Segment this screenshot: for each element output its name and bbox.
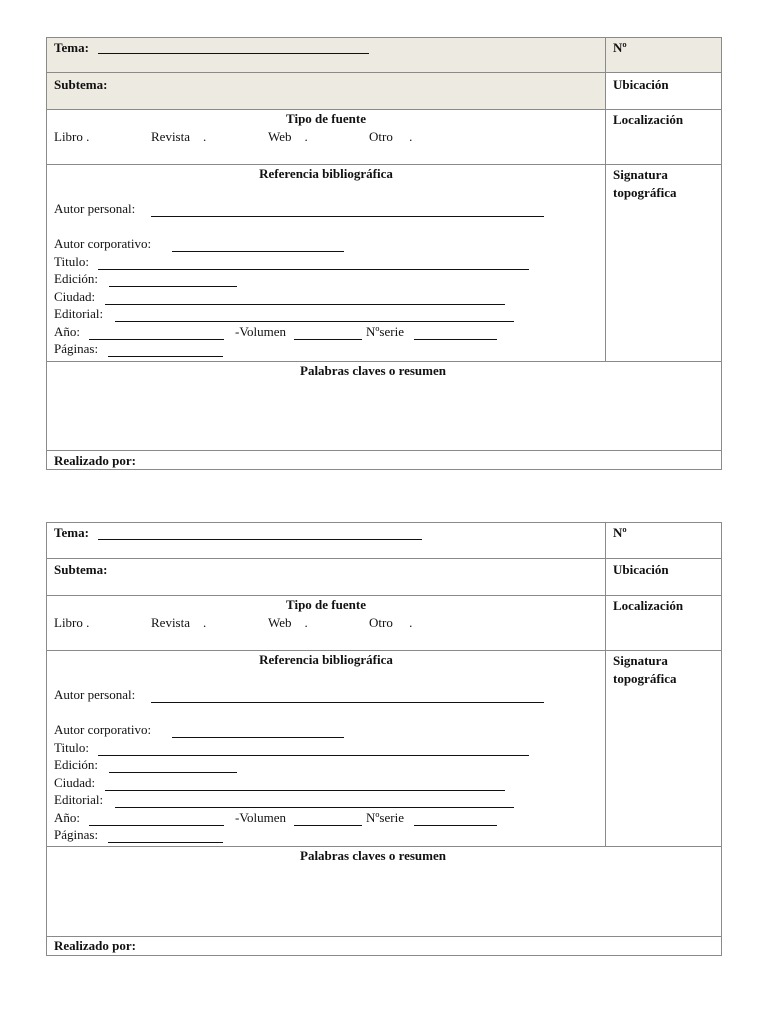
referencia-row	[47, 651, 721, 847]
edicion-line[interactable]	[109, 772, 237, 773]
edicion-line[interactable]	[109, 286, 237, 287]
source-type-libro[interactable]: Libro .	[54, 129, 90, 144]
palabras-title: Palabras claves o resumen	[300, 848, 446, 863]
palabras-row	[47, 847, 721, 937]
volumen-line[interactable]	[294, 825, 362, 826]
tipo-fuente-row	[47, 110, 721, 165]
tema-input-line[interactable]	[98, 539, 422, 540]
referencia-title: Referencia bibliográfica	[259, 166, 393, 181]
edicion-label: Edición:	[54, 271, 99, 286]
tema-label: Tema:	[54, 525, 89, 540]
paginas-label: Páginas:	[54, 341, 99, 356]
palabras-textarea[interactable]	[51, 382, 717, 446]
tipo-fuente-title: Tipo de fuente	[286, 111, 366, 126]
paginas-line[interactable]	[108, 842, 223, 843]
source-type-web[interactable]: Web .	[268, 129, 308, 144]
ubicacion-label: Ubicación	[613, 77, 669, 92]
subtema-label: Subtema:	[54, 562, 108, 577]
source-type-revista[interactable]: Revista .	[151, 129, 207, 144]
tipo-fuente-title: Tipo de fuente	[286, 597, 366, 612]
realizado-row	[47, 937, 721, 956]
titulo-line[interactable]	[98, 269, 529, 270]
realizado-label: Realizado por:	[54, 453, 136, 468]
anio-label: Año:	[54, 324, 80, 339]
volumen-label: -Volumen	[235, 324, 287, 339]
titulo-label: Titulo:	[54, 740, 89, 755]
autor-corporativo-label: Autor corporativo:	[54, 236, 152, 251]
realizado-row	[47, 451, 721, 470]
realizado-label: Realizado por:	[54, 938, 136, 953]
source-type-otro[interactable]: Otro .	[369, 129, 413, 144]
paginas-label: Páginas:	[54, 827, 99, 842]
subtema-row	[47, 559, 721, 596]
signatura-label-1: Signatura	[613, 653, 668, 668]
signatura-label-2: topográfica	[613, 671, 677, 686]
editorial-line[interactable]	[115, 321, 514, 322]
ciudad-label: Ciudad:	[54, 775, 96, 790]
autor-corporativo-line[interactable]	[172, 737, 344, 738]
titulo-label: Titulo:	[54, 254, 89, 269]
autor-corporativo-line[interactable]	[172, 251, 344, 252]
signatura-label-1: Signatura	[613, 167, 668, 182]
source-type-web[interactable]: Web .	[268, 615, 308, 630]
volumen-line[interactable]	[294, 339, 362, 340]
autor-personal-line[interactable]	[151, 702, 544, 703]
titulo-line[interactable]	[98, 755, 529, 756]
tema-label: Tema:	[54, 40, 89, 55]
signatura-label-2: topográfica	[613, 185, 677, 200]
localizacion-label: Localización	[613, 598, 684, 613]
autor-personal-label: Autor personal:	[54, 201, 136, 216]
autor-corporativo-label: Autor corporativo:	[54, 722, 152, 737]
palabras-title: Palabras claves o resumen	[300, 363, 446, 378]
editorial-label: Editorial:	[54, 306, 104, 321]
localizacion-label: Localización	[613, 112, 684, 127]
anio-label: Año:	[54, 810, 80, 825]
subtema-label: Subtema:	[54, 77, 108, 92]
palabras-row	[47, 362, 721, 451]
autor-personal-label: Autor personal:	[54, 687, 136, 702]
tema-input-line[interactable]	[98, 53, 369, 54]
referencia-title: Referencia bibliográfica	[259, 652, 393, 667]
volumen-label: -Volumen	[235, 810, 287, 825]
paginas-line[interactable]	[108, 356, 223, 357]
editorial-line[interactable]	[115, 807, 514, 808]
nserie-line[interactable]	[414, 825, 497, 826]
tema-row	[47, 38, 721, 73]
record-card-2	[46, 522, 722, 956]
referencia-row	[47, 165, 721, 362]
ciudad-label: Ciudad:	[54, 289, 96, 304]
ciudad-line[interactable]	[105, 304, 505, 305]
ciudad-line[interactable]	[105, 790, 505, 791]
subtema-row	[47, 73, 721, 110]
editorial-label: Editorial:	[54, 792, 104, 807]
source-type-libro[interactable]: Libro .	[54, 615, 90, 630]
autor-personal-line[interactable]	[151, 216, 544, 217]
numero-label: Nº	[613, 40, 627, 55]
record-card-1	[46, 37, 722, 470]
source-type-revista[interactable]: Revista .	[151, 615, 207, 630]
source-type-otro[interactable]: Otro .	[369, 615, 413, 630]
anio-line[interactable]	[89, 339, 224, 340]
nserie-line[interactable]	[414, 339, 497, 340]
edicion-label: Edición:	[54, 757, 99, 772]
numero-label: Nº	[613, 525, 627, 540]
palabras-textarea[interactable]	[51, 867, 717, 932]
nserie-label: Nºserie	[366, 810, 404, 825]
nserie-label: Nºserie	[366, 324, 404, 339]
ubicacion-label: Ubicación	[613, 562, 669, 577]
tema-row	[47, 523, 721, 559]
tipo-fuente-row	[47, 596, 721, 651]
anio-line[interactable]	[89, 825, 224, 826]
